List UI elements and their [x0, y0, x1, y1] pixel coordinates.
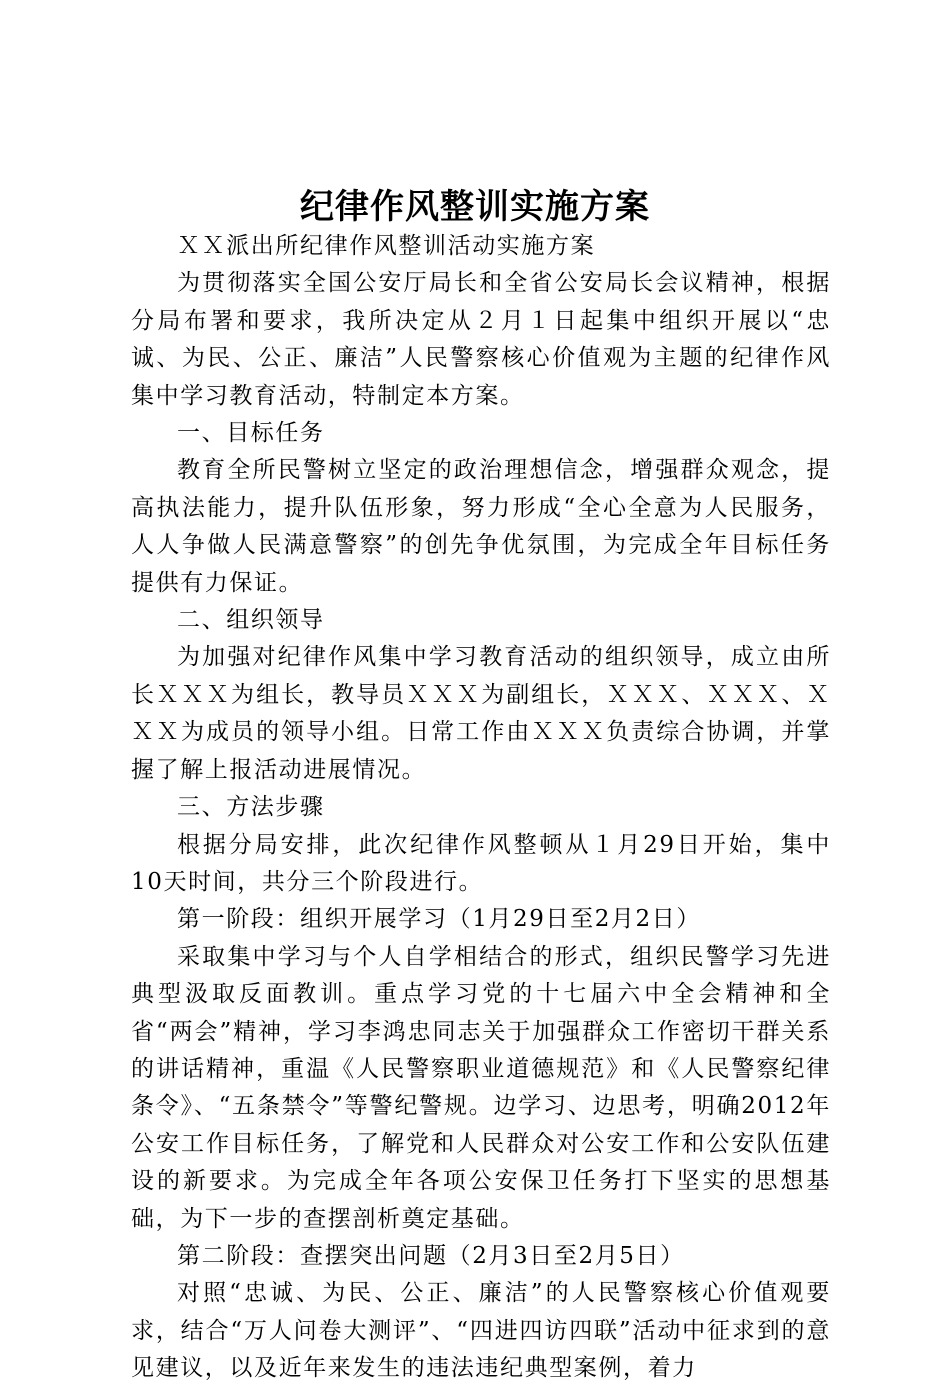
section-heading-leadership: 二、组织领导	[177, 607, 325, 634]
section-heading-goals: 一、目标任务	[177, 420, 325, 447]
goals-paragraph: 教育全所民警树立坚定的政治理想信念，增强群众观念，提高执法能力，提升队伍形象，努力形成“全心全意为人民服务，人人争做人民满意警察”的创先争优氛围，为完成全年目标任务提供有力保证。	[131, 457, 831, 596]
stage-one-paragraph: 采取集中学习与个人自学相结合的形式，组织民警学习先进典型汲取反面教训。重点学习党的十七届六中全会精神和全省“两会”精神，学习李鸿忠同志关于加强群众工作密切干群关系的讲话精神，重温《人民警察职业道德规范》和《人民警察纪律条令》、“五条禁令”等警纪警规。边学习、边思考，明确2012年公安工作目标任务，了解党和人民群众对公安工作和公安队伍建设的新要求。为完成全年各项公安保卫任务打下坚实的思想基础，为下一步的查摆剖析奠定基础。	[131, 943, 831, 1232]
document-title: 纪律作风整训实施方案	[300, 187, 650, 227]
subtitle-paragraph: ＸＸ派出所纪律作风整训活动实施方案	[177, 233, 596, 259]
stage-two-paragraph: 对照“忠诚、为民、公正、廉洁”的人民警察核心价值观要求，结合“万人问卷大测评”、“四进四访四联”活动中征求到的意见建议，以及近年来发生的违法违纪典型案例，着力	[131, 1280, 831, 1382]
stage-one-heading: 第一阶段：组织开展学习（1月29日至2月2日）	[177, 906, 701, 933]
document-body	[131, 228, 831, 1388]
section-heading-steps: 三、方法步骤	[177, 794, 325, 821]
steps-paragraph: 根据分局安排，此次纪律作风整顿从１月29日开始，集中10天时间，共分三个阶段进行。	[131, 831, 831, 895]
intro-paragraph: 为贯彻落实全国公安厅局长和全省公安局长会议精神，根据分局布署和要求，我所决定从２月１日起集中组织开展以“忠诚、为民、公正、廉洁”人民警察核心价值观为主题的纪律作风集中学习教育活动，特制定本方案。	[131, 270, 831, 409]
leadership-paragraph: 为加强对纪律作风集中学习教育活动的组织领导，成立由所长ＸＸＸ为组长，教导员ＸＸＸ为副组长，ＸＸＸ、ＸＸＸ、ＸＸＸ为成员的领导小组。日常工作由ＸＸＸ负责综合协调，并掌握了解上报活动进展情况。	[131, 644, 831, 783]
stage-two-heading: 第二阶段：查摆突出问题（2月3日至2月5日）	[177, 1242, 685, 1269]
